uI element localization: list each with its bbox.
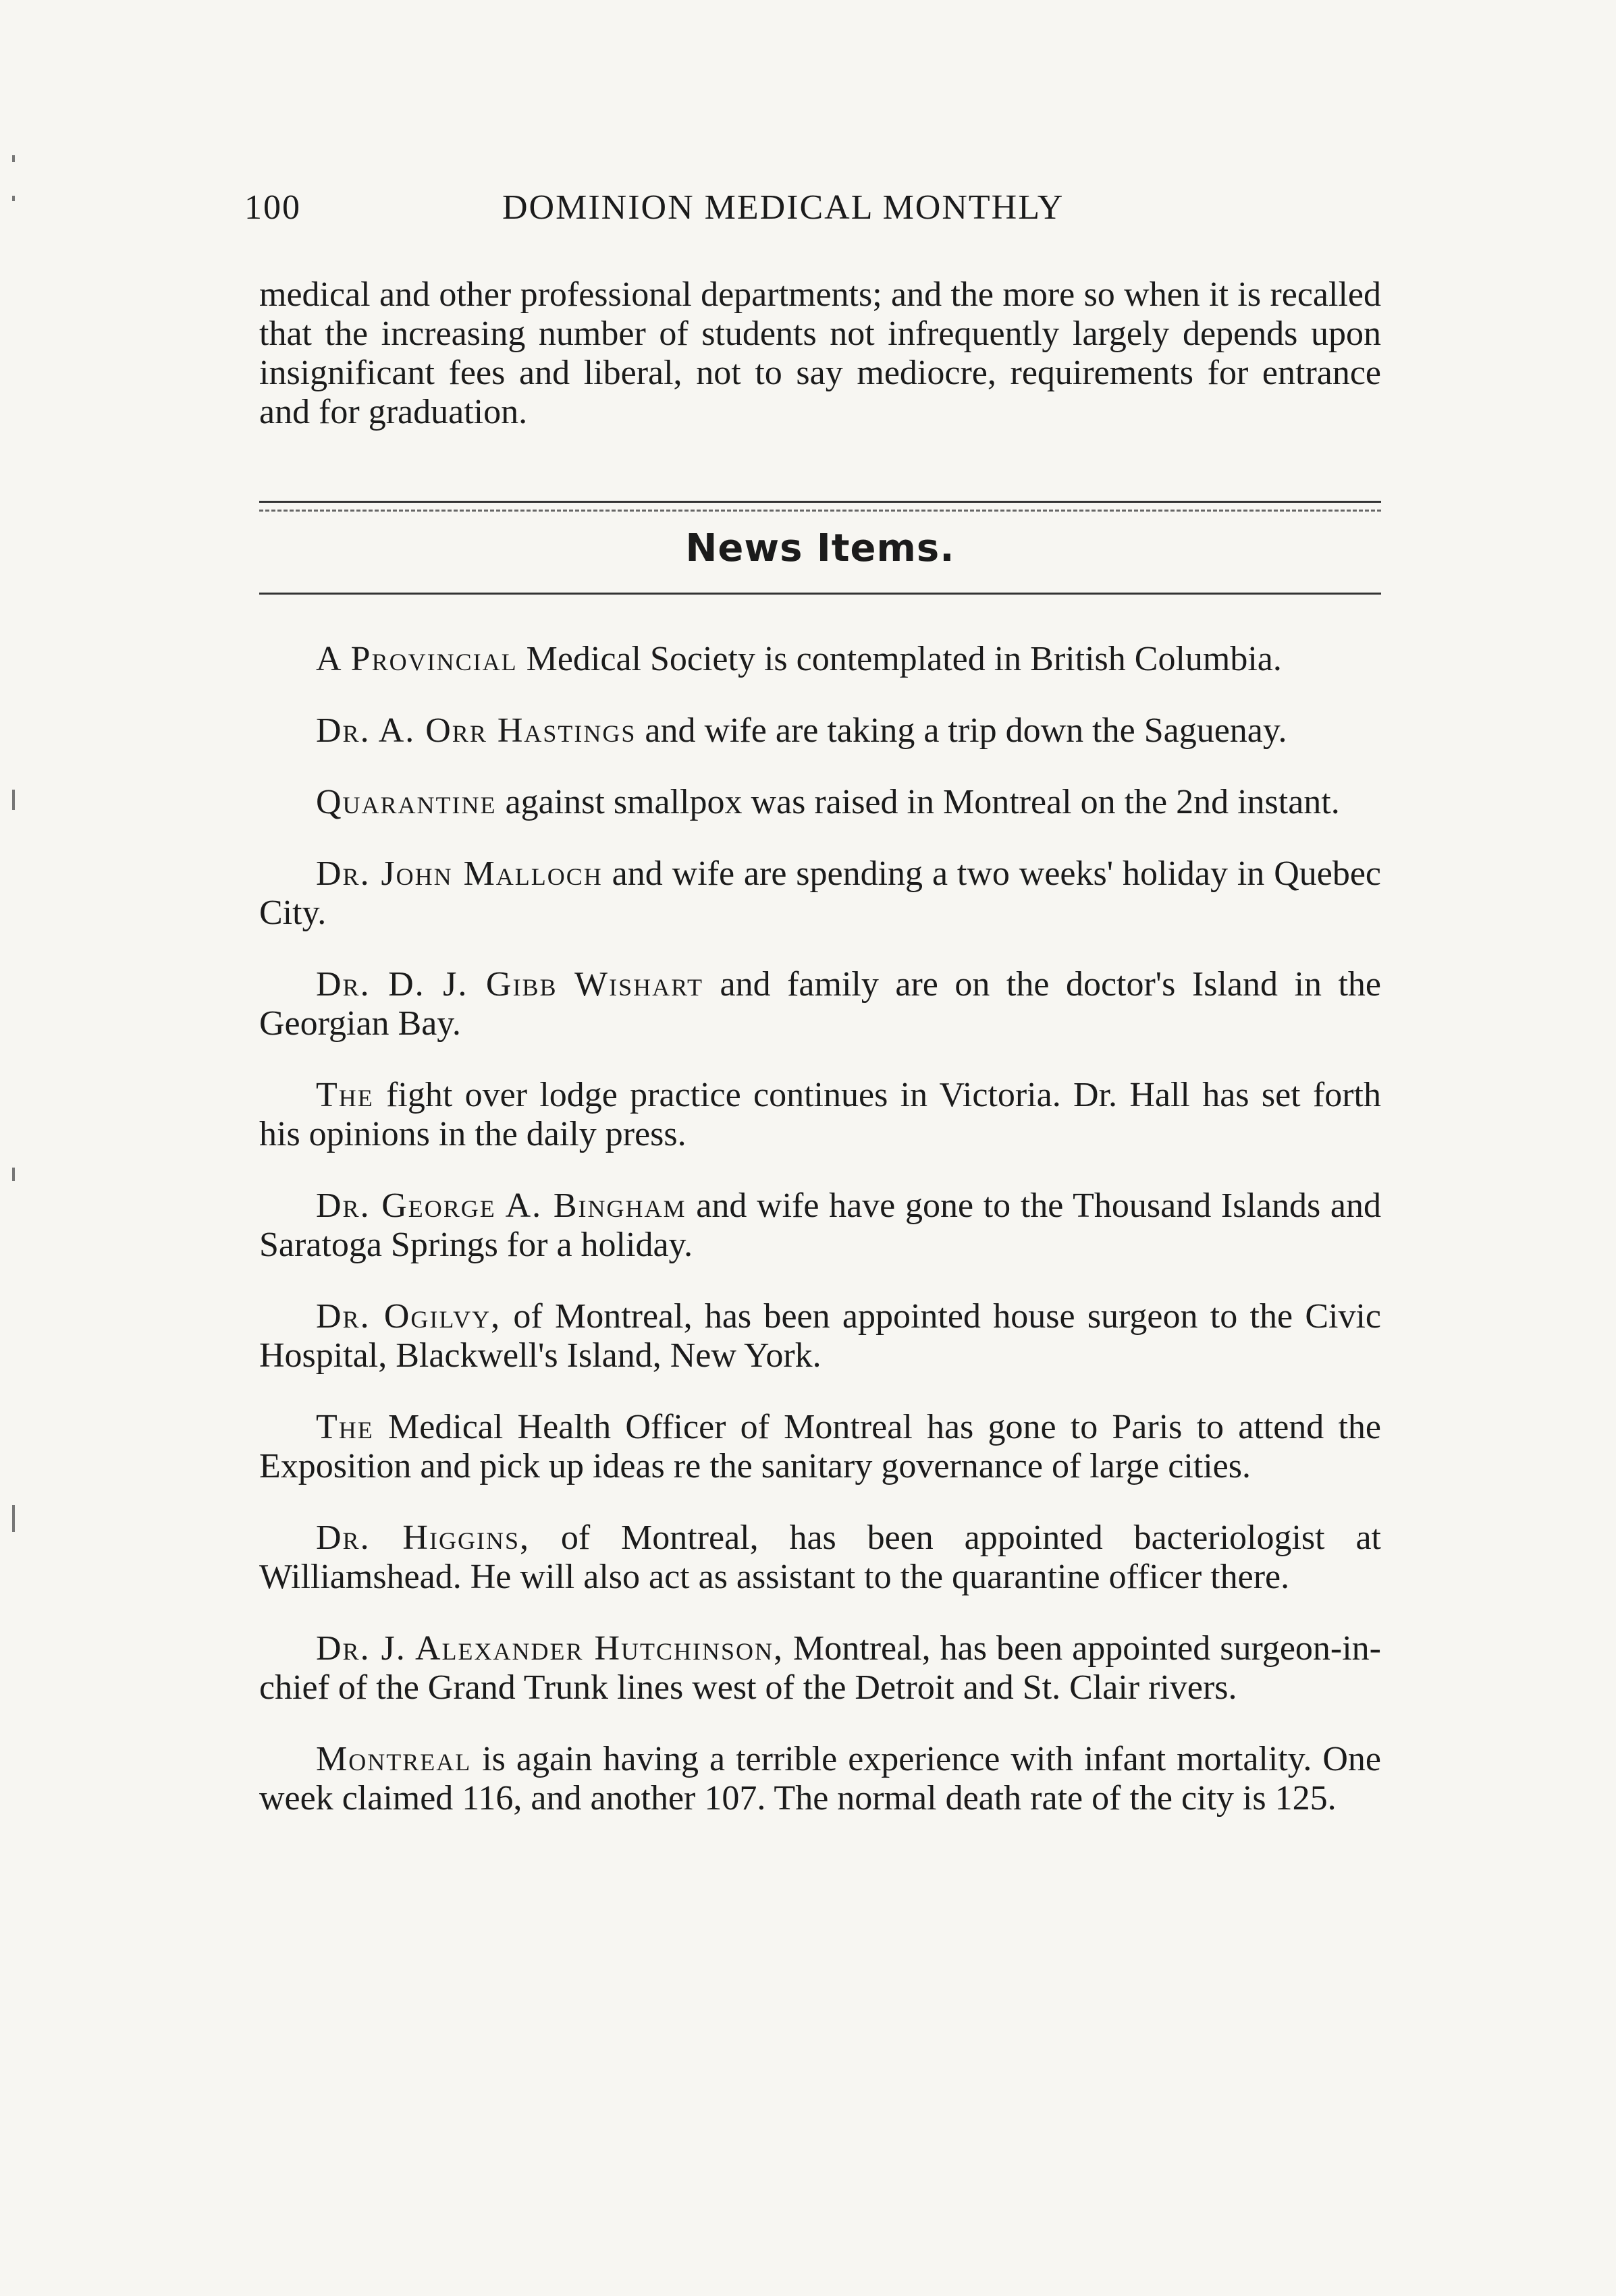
news-item-text: is again having a terrible experience with infant mortality. One week claimed 116, and another 107. The normal death rate of the city is 125. [259,1740,1381,1817]
news-item-text: Medical Society is contemplated in British Columbia. [517,640,1282,678]
news-item-text: and wife are spending a two weeks' holiday in Quebec City. [259,854,1381,932]
news-item-text: Montreal, has been appointed surgeon-in-chief of the Grand Trunk lines west of the Detroit and St. Clair rivers. [259,1629,1381,1707]
news-item [259,965,1381,1043]
scan-margin-mark [12,1168,15,1181]
news-item-lead: The [316,1076,374,1114]
page-number: 100 [244,188,301,227]
news-items-list [259,640,1381,1851]
news-item-text: fight over lodge practice continues in Victoria. Dr. Hall has set forth his opinions in the daily press. [259,1076,1381,1153]
news-item-lead: Quarantine [316,783,497,821]
intro-block [259,275,1381,432]
section-rule-top [259,501,1381,512]
news-item-lead: Dr. John Malloch [316,854,603,893]
news-item-text: and family are on the doctor's Island in the Georgian Bay. [259,965,1382,1043]
news-item-lead: Dr. George A. Bingham [316,1186,686,1225]
news-item [259,1297,1381,1375]
news-item-text: of Montreal, has been appointed house surgeon to the Civic Hospital, Blackwell's Island, New York. [259,1297,1381,1375]
intro-paragraph: medical and other professional departments; and the more so when it is recalled that the increasing number of students not infrequently largely depends upon insignificant fees and liberal, not to say mediocre, requirements for entrance and for graduation. [259,275,1381,431]
news-item-text: and wife have gone to the Thousand Islands and Saratoga Springs for a holiday. [259,1186,1381,1264]
news-item [259,1740,1381,1818]
news-item-lead: Montreal [316,1740,472,1778]
section-rule-bottom [259,593,1381,595]
news-item [259,1076,1381,1154]
news-item-text: of Montreal, has been appointed bacteriologist at Williamshead. He will also act as assistant to the quarantine officer there. [259,1519,1381,1596]
news-item-text: against smallpox was raised in Montreal on the 2nd instant. [496,783,1340,821]
news-item [259,1186,1381,1265]
news-item-lead: Dr. D. J. Gibb Wishart [316,965,703,1004]
news-item-lead: Dr. A. Orr Hastings [316,711,637,750]
scan-margin-mark [12,196,15,201]
scan-margin-mark [12,155,15,162]
running-title: DOMINION MEDICAL MONTHLY [502,188,1065,227]
news-item-text: and wife are taking a trip down the Saguenay. [636,711,1287,750]
news-item-text: Medical Health Officer of Montreal has gone to Paris to attend the Exposition and pick up ideas re the sanitary governance of large cities. [259,1408,1381,1485]
page-header [244,188,1378,242]
news-item [259,854,1381,933]
news-item-lead: Dr. J. Alexander Hutchinson, [316,1629,784,1668]
news-item [259,1629,1381,1707]
news-item [259,711,1381,750]
section-title: News Items. [685,526,955,570]
news-item-lead: A Provincial [316,640,518,678]
scan-margin-mark [12,790,15,810]
news-item-lead: Dr. Higgins, [316,1519,530,1557]
scan-margin-mark [12,1505,15,1532]
news-item-lead: Dr. Ogilvy, [316,1297,502,1336]
news-item-lead: The [316,1408,374,1446]
news-item [259,783,1381,822]
news-item [259,1519,1381,1597]
news-item [259,1408,1381,1486]
news-item [259,640,1381,679]
